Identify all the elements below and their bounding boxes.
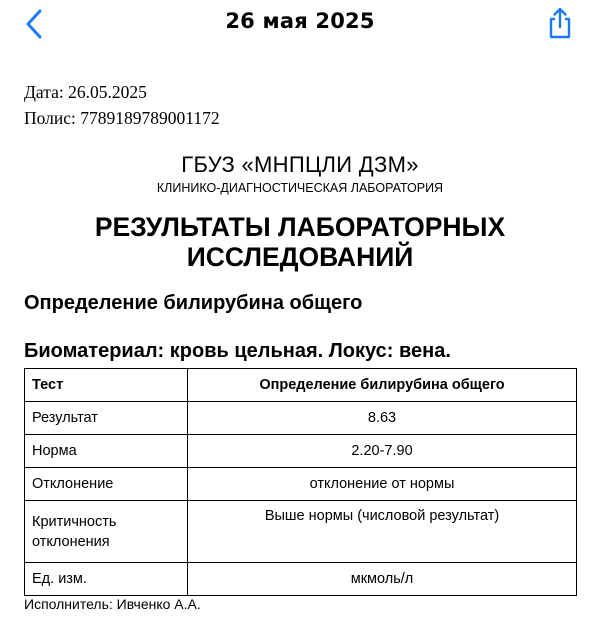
document-title: РЕЗУЛЬТАТЫ ЛАБОРАТОРНЫХ ИССЛЕДОВАНИЙ	[94, 212, 506, 272]
table-row	[25, 435, 577, 468]
report-date: Дата: 26.05.2025	[24, 82, 147, 102]
organization-subtitle: КЛИНИКО-ДИАГНОСТИЧЕСКАЯ ЛАБОРАТОРИЯ	[156, 181, 444, 195]
navigation-bar	[0, 0, 600, 48]
row-value: отклонение от нормы	[188, 468, 577, 501]
row-label: Критичность отклонения	[25, 501, 188, 563]
row-value: Выше нормы (числовой результат)	[188, 501, 577, 563]
biomaterial-line: Биоматериал: кровь цельная. Локус: вена.	[24, 340, 451, 362]
results-table	[24, 368, 577, 596]
row-value: 2.20-7.90	[188, 435, 577, 468]
share-button[interactable]	[542, 4, 578, 42]
analysis-title: Определение билирубина общего	[24, 292, 363, 314]
row-label: Отклонение	[25, 468, 188, 501]
row-value: 8.63	[188, 402, 577, 435]
organization-name: ГБУЗ «МНПЦЛИ ДЗМ»	[181, 152, 419, 177]
table-row	[25, 501, 577, 563]
row-label: Норма	[25, 435, 188, 468]
row-label: Ед. изм.	[25, 563, 188, 596]
table-row	[25, 402, 577, 435]
policy-number: Полис: 7789189789001172	[24, 108, 220, 128]
share-icon	[546, 6, 574, 40]
row-value: мкмоль/л	[188, 563, 577, 596]
table-header-row	[25, 369, 577, 402]
table-row	[25, 468, 577, 501]
table-header-cell: Определение билирубина общего	[188, 369, 577, 402]
row-label: Результат	[25, 402, 188, 435]
table-header-cell: Тест	[25, 369, 188, 402]
executor-line: Исполнитель: Ивченко А.А.	[24, 596, 201, 612]
table-row	[25, 563, 577, 596]
nav-title: 26 мая 2025	[225, 9, 375, 33]
